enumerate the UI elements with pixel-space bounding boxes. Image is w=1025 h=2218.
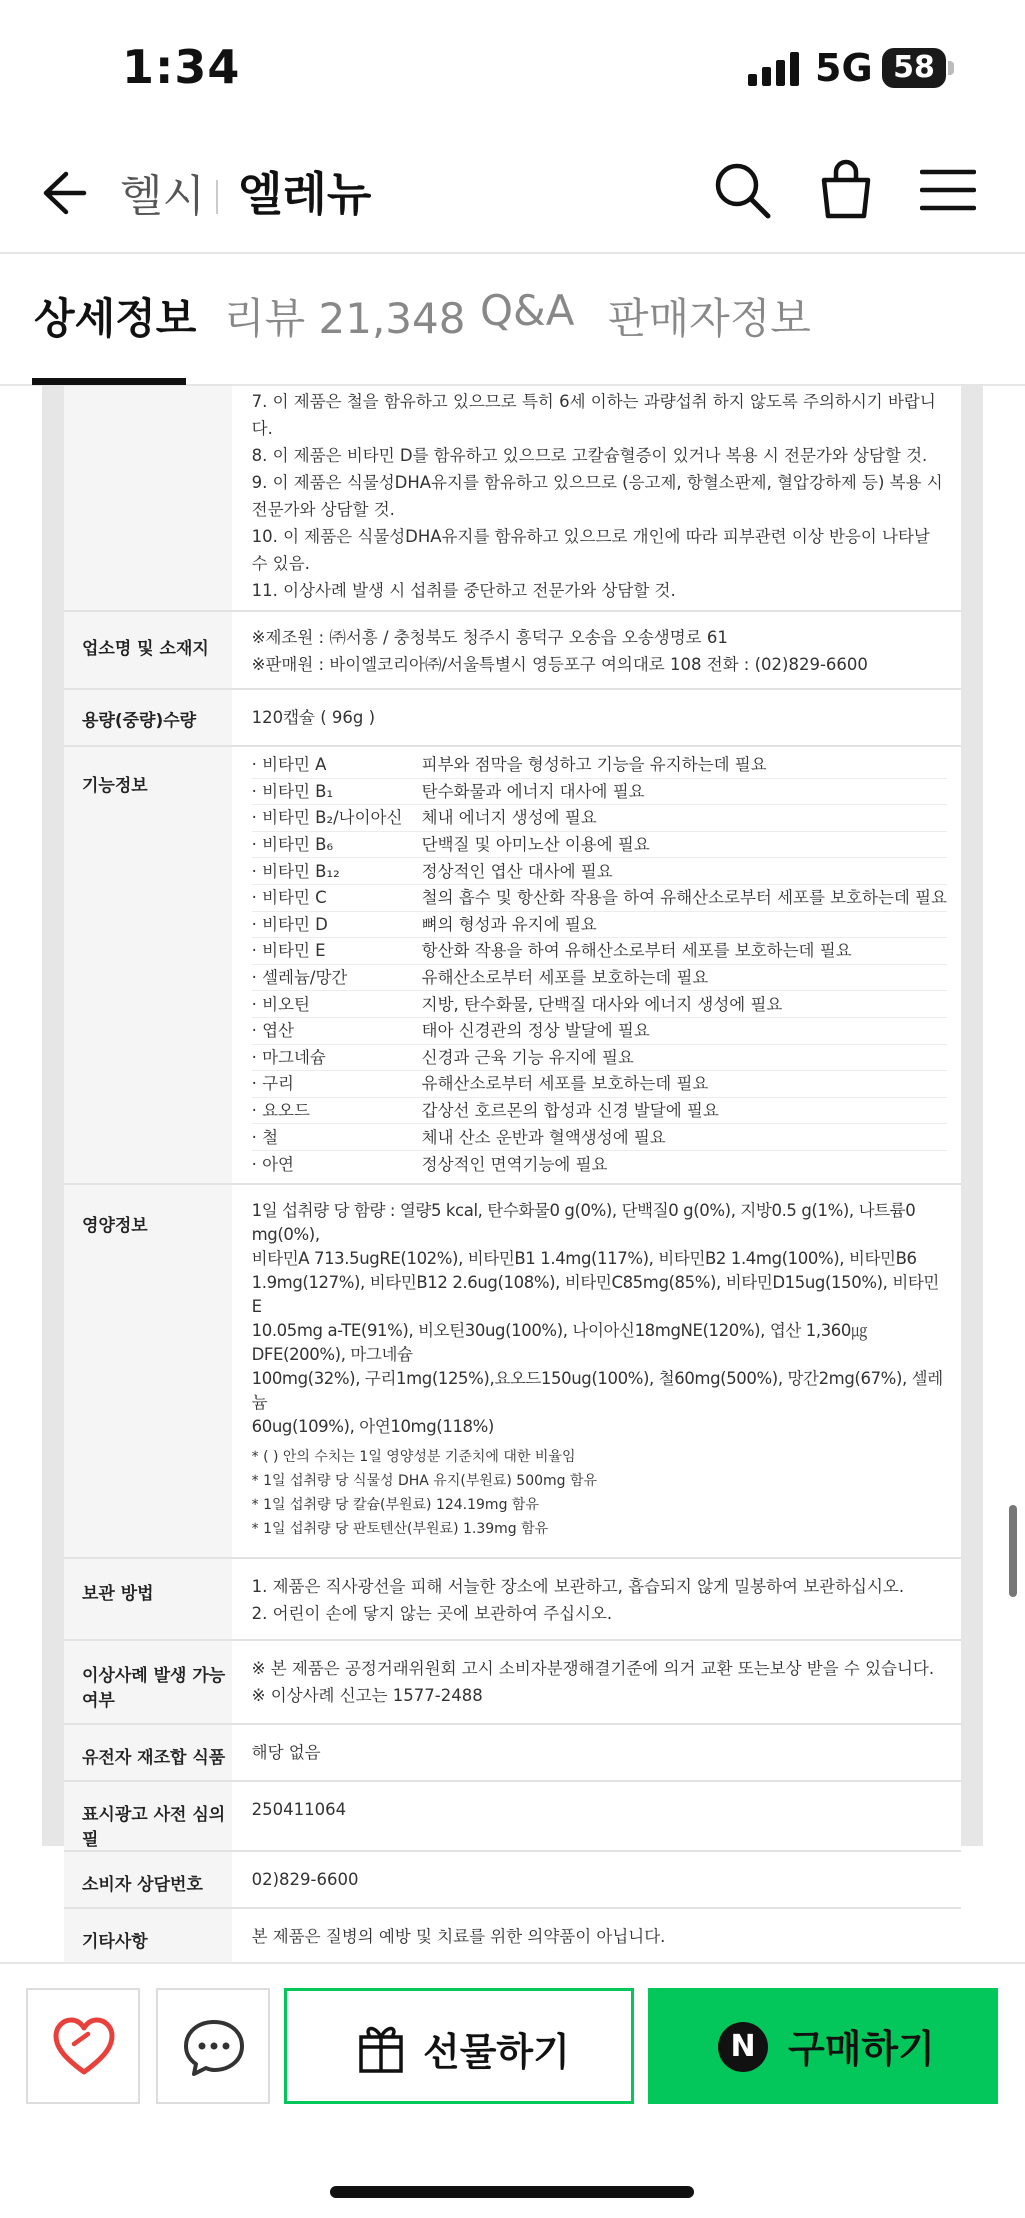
function-item bbox=[252, 832, 947, 859]
function-item-name: · 비타민 B₂/나이아신 bbox=[251, 808, 403, 828]
function-item bbox=[252, 1071, 947, 1098]
row-label-adverse: 이상사례 발생 가능 여부 bbox=[64, 1640, 232, 1724]
tab-qna[interactable]: Q&A bbox=[480, 286, 575, 335]
nutrition-note: * 1일 섭취량 당 식물성 DHA 유지(부원료) 500mg 함유 bbox=[251, 1472, 598, 1489]
storage-cell bbox=[232, 1558, 961, 1640]
nutrition-line: 100mg(32%), 구리1mg(125%),요오드150ug(100%), 철60mg(500%), 망간2mg(67%), 셀레늄 bbox=[251, 1368, 943, 1412]
function-item-name: · 철 bbox=[251, 1127, 279, 1147]
function-item-name: · 요오드 bbox=[251, 1101, 310, 1121]
row-label-company: 업소명 및 소재지 bbox=[64, 611, 232, 689]
like-button[interactable] bbox=[26, 1988, 140, 2104]
brand-store-name[interactable]: 엘레뉴 bbox=[238, 167, 372, 221]
function-item-name: · 마그네슘 bbox=[251, 1047, 326, 1067]
active-tab-underline bbox=[32, 378, 186, 385]
function-item bbox=[252, 1045, 947, 1072]
product-info-table bbox=[64, 386, 961, 1968]
tab-bar bbox=[0, 256, 1025, 386]
function-item-desc: 체내 에너지 생성에 필요 bbox=[421, 808, 597, 828]
storage-line: 1. 제품은 직사광선을 피해 서늘한 장소에 보관하고, 흡습되지 않게 밀봉하여 보관하십시오. bbox=[251, 1576, 905, 1596]
row-label-ad-review: 표시광고 사전 심의필 bbox=[64, 1781, 232, 1851]
table-row-capacity bbox=[64, 689, 961, 746]
function-item bbox=[252, 779, 947, 806]
manufacturer-line: ※제조원 : ㈜서흥 / 충청북도 청주시 흥덕구 오송읍 오송생명로 61 bbox=[251, 628, 728, 647]
table-row-cautions bbox=[64, 386, 961, 611]
adverse-cell bbox=[232, 1640, 961, 1724]
adverse-line: ※ 이상사례 신고는 1577-2488 bbox=[251, 1685, 483, 1705]
ad-review-value: 250411064 bbox=[232, 1781, 961, 1851]
adverse-line: ※ 본 제품은 공정거래위원회 고시 소비자분쟁해결기준에 의거 교환 또는보상 받을 수 있습니다. bbox=[251, 1658, 935, 1678]
function-item-desc: 뼈의 형성과 유지에 필요 bbox=[421, 914, 597, 934]
gmo-value: 해당 없음 bbox=[232, 1724, 961, 1781]
function-item-name: · 비타민 C bbox=[251, 888, 327, 908]
function-item bbox=[252, 938, 947, 965]
gift-button[interactable] bbox=[284, 1988, 634, 2104]
function-item-name: · 셀레늄/망간 bbox=[251, 968, 348, 988]
chat-button[interactable] bbox=[156, 1988, 270, 2104]
caution-line: 8. 이 제품은 비타민 D를 함유하고 있으므로 고칼슘혈증이 있거나 복용 시 전문가와 상담할 것. bbox=[251, 446, 928, 465]
function-item bbox=[252, 1098, 947, 1125]
caution-line: 전문가와 상담할 것. bbox=[251, 500, 395, 519]
chat-bubble-icon bbox=[182, 2018, 246, 2078]
bottom-action-bar bbox=[0, 1962, 1025, 2218]
function-item-desc: 신경과 근육 기능 유지에 필요 bbox=[421, 1047, 634, 1067]
function-item bbox=[252, 1151, 947, 1178]
storage-line: 2. 어린이 손에 닿지 않는 곳에 보관하여 주십시오. bbox=[251, 1603, 613, 1623]
caution-line: 9. 이 제품은 식물성DHA유지를 함유하고 있으므로 (응고제, 항혈소판제, 혈압강하제 등) 복용 시 bbox=[251, 473, 943, 492]
function-item-name: · 비타민 A bbox=[251, 755, 327, 775]
gift-label: 선물하기 bbox=[423, 2030, 570, 2074]
function-item-desc: 탄수화물과 에너지 대사에 필요 bbox=[421, 781, 645, 801]
battery-level: 58 bbox=[893, 50, 935, 85]
function-item-name: · 비타민 B₆ bbox=[251, 835, 334, 855]
buy-label: 구매하기 bbox=[788, 2027, 935, 2071]
table-row-company bbox=[64, 611, 961, 689]
function-item-name: · 비오틴 bbox=[251, 994, 310, 1014]
network-label: 5G bbox=[815, 46, 873, 90]
company-cell bbox=[232, 611, 961, 689]
function-item-desc: 철의 흡수 및 항산화 작용을 하여 유해산소로부터 세포를 보호하는데 필요 bbox=[421, 888, 947, 908]
status-time: 1:34 bbox=[122, 40, 241, 94]
nutrition-line: 비타민A 713.5ugRE(102%), 비타민B1 1.4mg(117%), 비타민B2 1.4mg(100%), 비타민B6 bbox=[251, 1248, 917, 1268]
capacity-value: 120캡슐 ( 96g ) bbox=[232, 689, 961, 746]
naver-pay-icon: N bbox=[718, 2022, 768, 2072]
consumer-phone-value: 02)829-6600 bbox=[232, 1851, 961, 1908]
function-item-desc: 정상적인 면역기능에 필요 bbox=[421, 1154, 608, 1174]
nutrition-line: 1.9mg(127%), 비타민B12 2.6ug(108%), 비타민C85mg(85%), 비타민D15ug(150%), 비타민E bbox=[251, 1272, 939, 1316]
app-header bbox=[0, 140, 1025, 254]
function-item bbox=[252, 805, 947, 832]
home-indicator bbox=[330, 2186, 694, 2198]
function-item-desc: 정상적인 엽산 대사에 필요 bbox=[421, 861, 613, 881]
buy-button[interactable] bbox=[648, 1988, 998, 2104]
tab-reviews[interactable]: 리뷰 21,348 bbox=[224, 294, 466, 343]
caution-line: 7. 이 제품은 철을 함유하고 있으므로 특히 6세 이하는 과량섭취 하지 않도록 주의하시기 바랍니다. bbox=[251, 392, 936, 438]
function-item-desc: 단백질 및 아미노산 이용에 필요 bbox=[421, 835, 650, 855]
function-item bbox=[252, 1018, 947, 1045]
row-label-function: 기능정보 bbox=[64, 746, 232, 1184]
caution-line: 10. 이 제품은 식물성DHA유지를 함유하고 있으므로 개인에 따라 피부관련 이상 반응이 나타날 수 있음. bbox=[251, 527, 930, 573]
function-item bbox=[252, 912, 947, 939]
function-item bbox=[252, 991, 947, 1018]
table-row-nutrition bbox=[64, 1184, 961, 1558]
function-item-name: · 비타민 D bbox=[251, 914, 328, 934]
page-scrollbar[interactable] bbox=[1009, 1505, 1017, 1597]
row-label-nutrition: 영양정보 bbox=[64, 1184, 232, 1558]
function-item-desc: 피부와 점막을 형성하고 기능을 유지하는데 필요 bbox=[421, 755, 767, 775]
function-item-desc: 지방, 탄수화물, 단백질 대사와 에너지 생성에 필요 bbox=[421, 994, 783, 1014]
nutrition-note: * 1일 섭취량 당 판토텐산(부원료) 1.39mg 함유 bbox=[251, 1520, 549, 1537]
nutrition-line: 10.05mg a-TE(91%), 비오틴30ug(100%), 나이아신18mgNE(120%), 엽산 1,360㎍DFE(200%), 마그네슘 bbox=[251, 1320, 868, 1364]
function-item-name: · 비타민 B₁₂ bbox=[251, 861, 340, 881]
brand-divider bbox=[216, 180, 218, 214]
gift-box-icon bbox=[357, 2021, 405, 2073]
etc-value: 본 제품은 질병의 예방 및 치료를 위한 의약품이 아닙니다. bbox=[232, 1908, 961, 1967]
function-item-name: · 비타민 B₁ bbox=[251, 781, 334, 801]
table-row-function bbox=[64, 746, 961, 1184]
function-item bbox=[252, 885, 947, 912]
function-item bbox=[252, 752, 947, 779]
function-item-desc: 항산화 작용을 하여 유해산소로부터 세포를 보호하는데 필요 bbox=[421, 941, 852, 961]
row-label-capacity: 용량(중량)수량 bbox=[64, 689, 232, 746]
nutrition-line: 60ug(109%), 아연10mg(118%) bbox=[251, 1416, 494, 1436]
table-row-ad-review bbox=[64, 1781, 961, 1851]
row-label-storage: 보관 방법 bbox=[64, 1558, 232, 1640]
caution-line: 11. 이상사례 발생 시 섭취를 중단하고 전문가와 상담할 것. bbox=[251, 581, 676, 600]
row-label-etc: 기타사항 bbox=[64, 1908, 232, 1967]
search-icon[interactable] bbox=[712, 160, 772, 220]
signal-icon bbox=[748, 52, 800, 86]
table-row-storage bbox=[64, 1558, 961, 1640]
function-item-name: · 구리 bbox=[251, 1074, 294, 1094]
nutrition-note: * ( ) 안의 수치는 1일 영양성분 기준치에 대한 비율임 bbox=[251, 1448, 576, 1465]
function-item-desc: 유해산소로부터 세포를 보호하는데 필요 bbox=[421, 1074, 709, 1094]
table-row-etc bbox=[64, 1908, 961, 1967]
nutrition-line: 1일 섭취량 당 함량 : 열량5 kcal, 탄수화물0 g(0%), 단백질0 g(0%), 지방0.5 g(1%), 나트륨0 mg(0%), bbox=[251, 1200, 916, 1244]
row-label-empty bbox=[64, 386, 232, 611]
nutrition-note: * 1일 섭취량 당 칼슘(부원료) 124.19mg 함유 bbox=[251, 1496, 539, 1513]
function-item-desc: 태아 신경관의 정상 발달에 필요 bbox=[421, 1021, 650, 1041]
tab-seller-info[interactable]: 판매자정보 bbox=[608, 294, 811, 343]
function-item bbox=[252, 858, 947, 885]
tab-detail[interactable]: 상세정보 bbox=[34, 294, 197, 343]
battery-icon bbox=[882, 48, 954, 88]
function-cell bbox=[232, 746, 961, 1184]
row-label-consumer-phone: 소비자 상담번호 bbox=[64, 1851, 232, 1908]
hamburger-menu-icon[interactable] bbox=[920, 166, 976, 214]
function-item-name: · 엽산 bbox=[251, 1021, 294, 1041]
function-item-desc: 유해산소로부터 세포를 보호하는데 필요 bbox=[421, 968, 709, 988]
function-item-desc: 체내 산소 운반과 혈액생성에 필요 bbox=[421, 1127, 666, 1147]
cautions-cell bbox=[232, 386, 961, 611]
function-list bbox=[252, 752, 947, 1178]
heart-icon bbox=[52, 2016, 116, 2078]
table-row-gmo bbox=[64, 1724, 961, 1781]
table-row-adverse bbox=[64, 1640, 961, 1724]
function-item-name: · 아연 bbox=[251, 1154, 294, 1174]
row-label-gmo: 유전자 재조합 식품 bbox=[64, 1724, 232, 1781]
seller-line: ※판매원 : 바이엘코리아㈜/서울특별시 영등포구 여의대로 108 전화 : (02)829-6600 bbox=[251, 655, 868, 674]
nutrition-cell bbox=[232, 1184, 961, 1558]
function-item bbox=[252, 965, 947, 992]
function-item-name: · 비타민 E bbox=[251, 941, 326, 961]
shopping-bag-icon[interactable] bbox=[816, 158, 876, 220]
function-item bbox=[252, 1124, 947, 1151]
status-bar bbox=[0, 0, 1025, 140]
brand-parent-link[interactable]: 헬시 bbox=[120, 171, 206, 222]
back-arrow-icon[interactable] bbox=[36, 166, 90, 220]
function-item-desc: 갑상선 호르몬의 합성과 신경 발달에 필요 bbox=[421, 1101, 719, 1121]
table-row-consumer-phone bbox=[64, 1851, 961, 1908]
